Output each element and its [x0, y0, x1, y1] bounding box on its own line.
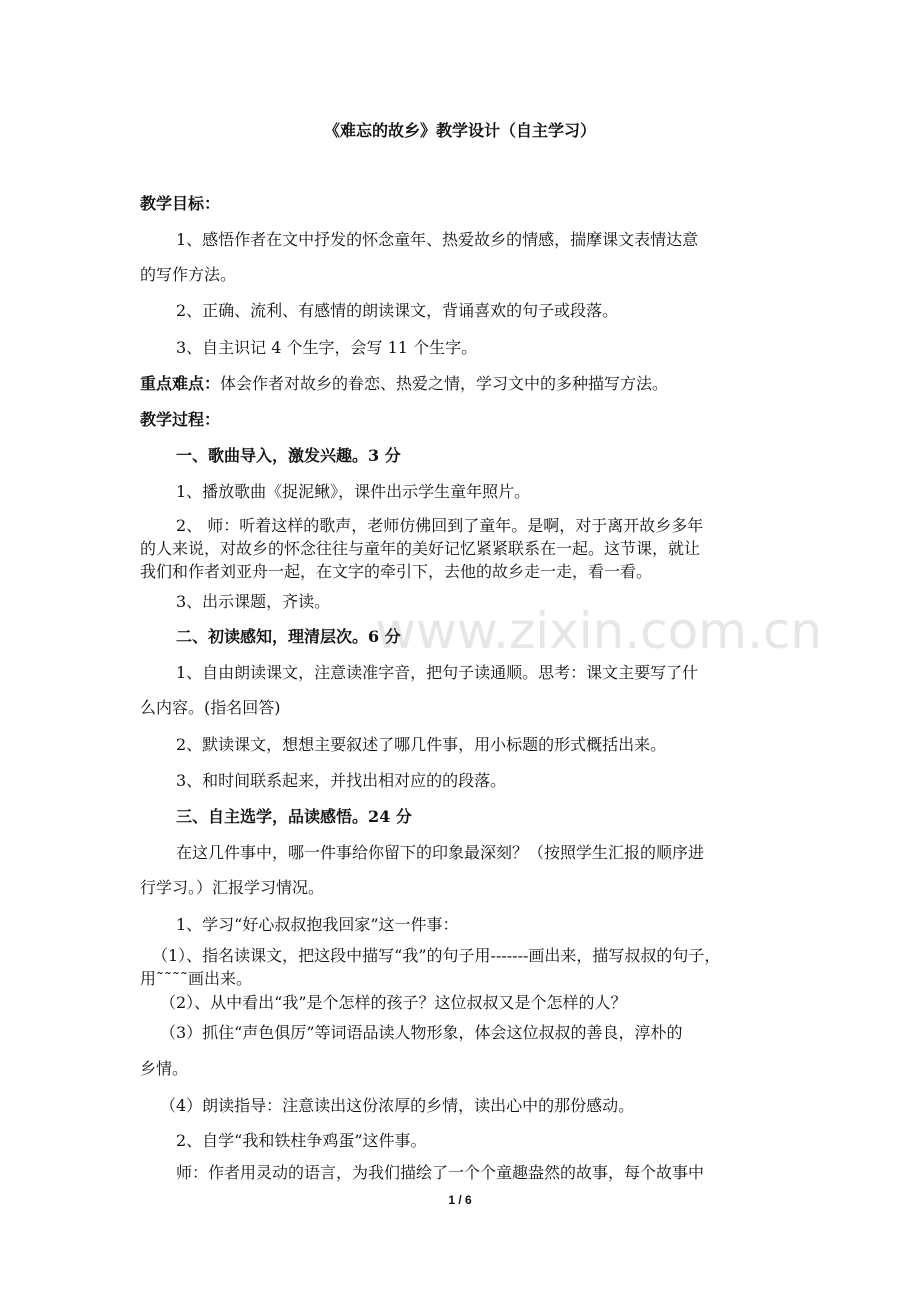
section-heading: 三、自主选学，品读感悟。24 分: [176, 807, 412, 826]
document-title: 《难忘的故乡》教学设计（自主学习）: [323, 121, 596, 140]
paragraph-line: 2、自学“我和铁柱争鸡蛋”这件事。: [176, 1131, 427, 1150]
section-heading: 二、初读感知，理清层次。6 分: [176, 627, 401, 646]
paragraph-line: 在这几件事中，哪一件事给你留下的印象最深刻？（按照学生汇报的顺序进: [176, 843, 705, 862]
paragraph-line: 用˜˜˜˜画出来。: [140, 969, 253, 988]
page-number: 1 / 6: [448, 1193, 472, 1207]
paragraph-line: 么内容。(指名回答): [140, 698, 281, 717]
section-heading: 一、歌曲导入，激发兴趣。3 分: [176, 446, 401, 465]
paragraph-line: （2）、从中看出“我”是个怎样的孩子？这位叔叔又是个怎样的人？: [160, 993, 627, 1012]
paragraph-line: 1、自由朗读课文，注意读准字音，把句子读通顺。思考：课文主要写了什: [176, 663, 699, 682]
key-difficulty-line: [140, 374, 668, 394]
paragraph-line: 1、播放歌曲《捉泥鳅》，课件出示学生童年照片。: [176, 482, 531, 501]
paragraph-line: 2、默读课文，想想主要叙述了哪几件事，用小标题的形式概括出来。: [176, 735, 667, 754]
paragraph-line: 行学习。）汇报学习情况。: [140, 878, 325, 897]
key-difficulty-label: 重点难点：: [140, 374, 221, 393]
paragraph-line: 2、 师：听着这样的歌声，老师仿佛回到了童年。是啊，对于离开故乡多年: [176, 516, 704, 535]
paragraph-line: （1）、指名读课文，把这段中描写“我”的句子用-------画出来，描写叔叔的句子，: [152, 946, 721, 965]
paragraph-line: 的写作方法。: [140, 265, 237, 284]
paragraph-line: 3、出示课题，齐读。: [176, 592, 331, 611]
objectives-heading: 教学目标：: [140, 194, 221, 213]
paragraph-line: 乡情。: [140, 1059, 189, 1078]
paragraph-line: （3）抓住“声色俱厉”等词语品读人物形象，体会这位叔叔的善良，淳朴的: [160, 1023, 683, 1042]
paragraph-line: 2、正确、流利、有感情的朗读课文，背诵喜欢的句子或段落。: [176, 301, 619, 320]
key-difficulty-text: 体会作者对故乡的眷恋、热爱之情，学习文中的多种描写方法。: [220, 374, 669, 393]
paragraph-line: 的人来说，对故乡的怀念往往与童年的美好记忆紧紧联系在一起。这节课，就让: [140, 539, 701, 558]
watermark: www.zixin.com.cn: [375, 602, 823, 660]
paragraph-line: 1、学习“好心叔叔抱我回家”这一件事：: [176, 915, 459, 934]
paragraph-line: 1、感悟作者在文中抒发的怀念童年、热爱故乡的情感，揣摩课文表情达意: [176, 230, 699, 249]
paragraph-line: 师：作者用灵动的语言，为我们描绘了一个个童趣盎然的故事，每个故事中: [176, 1163, 705, 1182]
paragraph-line: 我们和作者刘亚舟一起，在文字的牵引下，去他的故乡走一走，看一看。: [140, 562, 653, 581]
paragraph-line: （4）朗读指导：注意读出这份浓厚的乡情，读出心中的那份感动。: [160, 1096, 635, 1115]
paragraph-line: 3、自主识记 4 个生字，会写 11 个生字。: [176, 338, 478, 357]
process-heading: 教学过程：: [140, 410, 221, 429]
paragraph-line: 3、和时间联系起来，并找出相对应的的段落。: [176, 771, 507, 790]
